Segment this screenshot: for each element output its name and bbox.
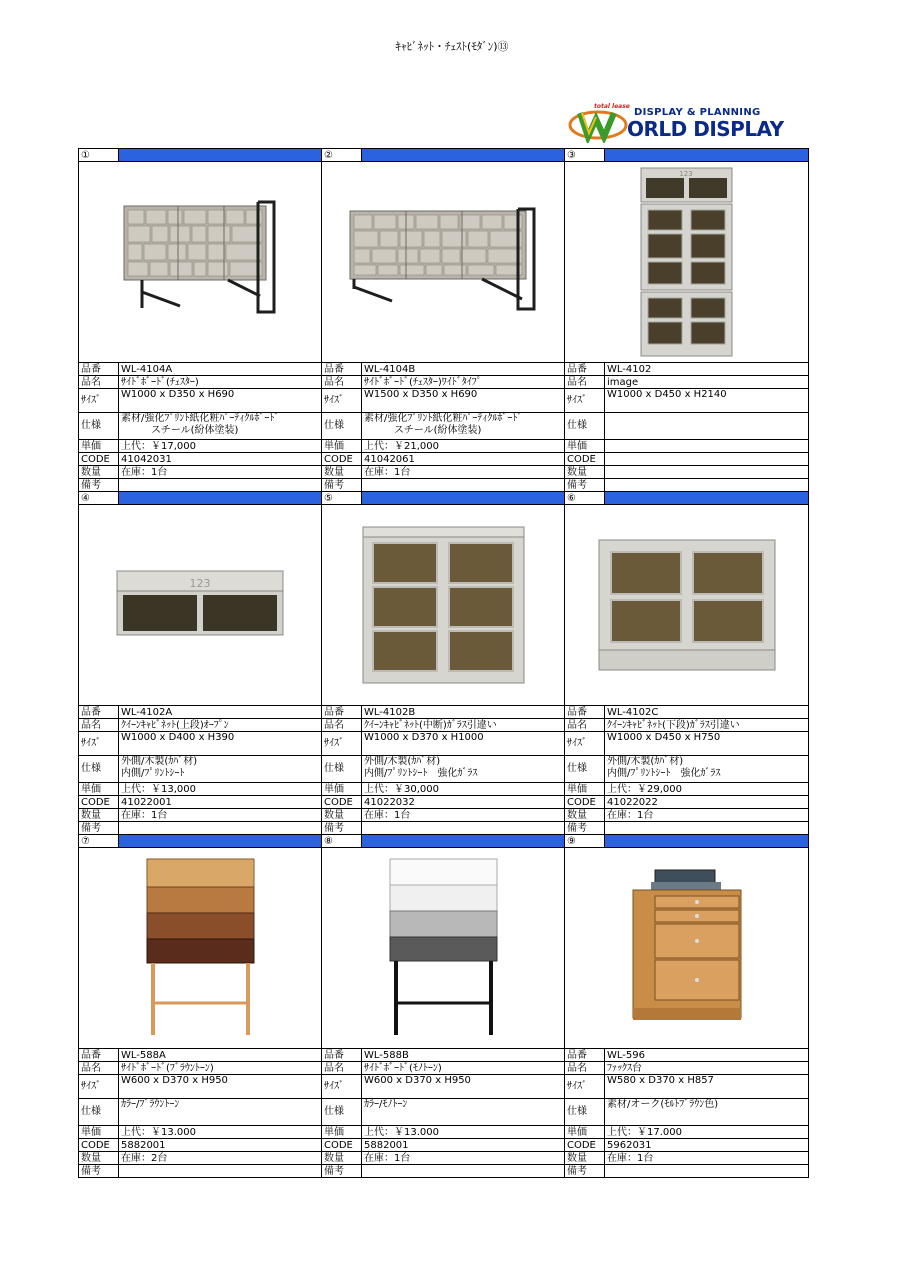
label: 単価 [79,1126,119,1139]
image-row [79,848,809,1049]
label: ｻｲｽﾞ [565,1075,605,1099]
label: CODE [565,453,605,466]
spec-line: ｶﾗｰ/ﾌﾞﾗｳﾝﾄｰﾝ [121,1099,180,1110]
product-image-cell [565,505,809,706]
spec-value [605,756,809,783]
item-number: ⑤ [322,492,362,505]
label: 仕様 [322,413,362,440]
spec-row [79,1099,809,1126]
label: 品名 [79,376,119,389]
spec-value [362,756,565,783]
chest-mono-tone-image [386,857,501,1039]
price-value: 上代：￥13.000 [119,1126,322,1139]
size-value: W1000 x D370 x H1000 [362,732,565,756]
product-catalog-table [78,148,809,1178]
note-value [362,479,565,492]
label: 単価 [79,440,119,453]
queen-cabinet-middle-image [361,525,526,685]
item-number: ⑦ [79,835,119,848]
product-image-cell [79,162,322,363]
price-row [79,783,809,796]
label: 品番 [565,706,605,719]
label: 単価 [79,783,119,796]
price-value: 上代：￥13.000 [362,1126,565,1139]
header-bar [119,492,322,505]
label: 単価 [565,1126,605,1139]
product-image-cell [565,162,809,363]
image-row [79,505,809,706]
spec-line: 外側/木製(ｶﾊﾞ材) [364,756,441,767]
label: 単価 [322,783,362,796]
code-row [79,453,809,466]
code-value: 41022022 [605,796,809,809]
product-image-cell [322,505,565,706]
size-value: W1000 x D400 x H390 [119,732,322,756]
queen-cabinet-lower-image [597,538,777,673]
header-bar [605,149,809,162]
label: CODE [565,796,605,809]
qty-value: 在庫：1台 [362,466,565,479]
label: 仕様 [565,413,605,440]
label: 品名 [322,719,362,732]
note-value [119,479,322,492]
spec-line: 内側/ﾌﾟﾘﾝﾄｼｰﾄ 強化ｶﾞﾗｽ [364,768,478,779]
hinmei-row [79,719,809,732]
product-image-cell [79,505,322,706]
note-row [79,479,809,492]
spec-value [362,413,565,440]
hinban-value: WL-588B [362,1049,565,1062]
label: ｻｲｽﾞ [322,389,362,413]
label: CODE [322,453,362,466]
hinban-value: WL-4102B [362,706,565,719]
label: 数量 [322,809,362,822]
spec-line: 外側/木製(ｶﾊﾞ材) [121,756,198,767]
code-row [79,796,809,809]
price-value: 上代：￥17.000 [605,1126,809,1139]
item-number: ⑧ [322,835,362,848]
label: ｻｲｽﾞ [322,732,362,756]
hinmei-value: image [605,376,809,389]
label: 品番 [79,363,119,376]
spec-value [605,413,809,440]
qty-row [79,809,809,822]
sideboard-chester-wide-image [346,205,541,320]
hinmei-value: ｻｲﾄﾞﾎﾞｰﾄﾞ(ﾓﾉﾄｰﾝ) [362,1062,565,1075]
code-value: 41042061 [362,453,565,466]
product-image-cell [79,848,322,1049]
label: 仕様 [322,756,362,783]
price-value [605,440,809,453]
label: 単価 [565,440,605,453]
hinban-value: WL-4104A [119,363,322,376]
note-value [605,1165,809,1178]
qty-value: 在庫：1台 [362,809,565,822]
note-value [119,822,322,835]
label: 品番 [79,1049,119,1062]
logo-small-text: total lease [594,103,630,110]
code-value [605,453,809,466]
label: 数量 [565,809,605,822]
label: 単価 [322,440,362,453]
spec-line: 素材/オーク(ﾓﾙﾄﾌﾞﾗｳﾝ色) [607,1099,719,1110]
hinban-row [79,706,809,719]
spec-line: 内側/ﾌﾟﾘﾝﾄｼｰﾄ [121,768,185,779]
label: 品名 [79,719,119,732]
fax-stand-image [627,868,747,1028]
label: 数量 [565,1152,605,1165]
note-value [605,822,809,835]
product-image-cell [322,848,565,1049]
label: ｻｲｽﾞ [565,732,605,756]
size-row [79,1075,809,1099]
hinmei-row [79,376,809,389]
hinmei-value: ｸｲｰﾝｷｬﾋﾞﾈｯﾄ(下段)ｶﾞﾗｽ引違い [605,719,809,732]
page-title: ｷｬﾋﾞﾈｯﾄ・ﾁｪｽﾄ(ﾓﾀﾞﾝ)⑬ [395,40,509,53]
hinban-value: WL-4102A [119,706,322,719]
label: 備考 [322,479,362,492]
label: 数量 [79,809,119,822]
label: 数量 [79,1152,119,1165]
code-value: 41022001 [119,796,322,809]
spec-line: スチール(紛体塗装) [364,425,482,436]
header-bar [605,492,809,505]
hinban-row [79,363,809,376]
label: 品番 [565,1049,605,1062]
hinmei-value: ｻｲﾄﾞﾎﾞｰﾄﾞ(ﾁｪｽﾀｰ)ﾜｲﾄﾞﾀｲﾌﾟ [362,376,565,389]
spec-line: スチール(紛体塗装) [121,425,239,436]
note-value [362,822,565,835]
label: ｻｲｽﾞ [79,389,119,413]
label: 数量 [565,466,605,479]
label: CODE [322,1139,362,1152]
label: ｻｲｽﾞ [79,1075,119,1099]
label: 単価 [565,783,605,796]
label: 品番 [565,363,605,376]
qty-row [79,466,809,479]
label: 備考 [565,1165,605,1178]
label: CODE [79,796,119,809]
size-row [79,732,809,756]
size-value: W600 x D370 x H950 [119,1075,322,1099]
price-row [79,440,809,453]
note-row [79,1165,809,1178]
label: 備考 [322,822,362,835]
spec-value [119,1099,322,1126]
code-value: 41042031 [119,453,322,466]
price-value: 上代：￥21,000 [362,440,565,453]
note-value [362,1165,565,1178]
header-row [79,835,809,848]
hinmei-row [79,1062,809,1075]
product-image-cell [565,848,809,1049]
logo-brand: ORLD DISPLAY [627,117,784,141]
world-display-logo [568,103,794,143]
code-value: 5882001 [362,1139,565,1152]
spec-row [79,413,809,440]
label: 仕様 [79,413,119,440]
price-value: 上代：￥29,000 [605,783,809,796]
qty-value: 在庫：1台 [362,1152,565,1165]
hinban-value: WL-4102C [605,706,809,719]
hinmei-value: ｻｲﾄﾞﾎﾞｰﾄﾞ(ﾌﾞﾗｳﾝﾄｰﾝ) [119,1062,322,1075]
code-row [79,1139,809,1152]
code-value: 5962031 [605,1139,809,1152]
hinmei-value: ﾌｧｯｸｽ台 [605,1062,809,1075]
item-number: ⑨ [565,835,605,848]
sideboard-chester-image [120,200,280,325]
qty-row [79,1152,809,1165]
label: 備考 [79,479,119,492]
item-number: ① [79,149,119,162]
item-number: ③ [565,149,605,162]
label: ｻｲｽﾞ [322,1075,362,1099]
spec-line: 外側/木製(ｶﾊﾞ材) [607,756,684,767]
item-number: ② [322,149,362,162]
size-value: W1000 x D450 x H2140 [605,389,809,413]
spec-value [119,756,322,783]
size-value: W1000 x D350 x H690 [119,389,322,413]
note-value [119,1165,322,1178]
label: 品番 [322,363,362,376]
size-value: W600 x D370 x H950 [362,1075,565,1099]
label: 品名 [565,719,605,732]
label: 品番 [322,1049,362,1062]
svg-text:123: 123 [189,577,211,590]
hinmei-value: ｸｲｰﾝｷｬﾋﾞﾈｯﾄ(中断)ｶﾞﾗｽ引違い [362,719,565,732]
chest-brown-tone-image [143,857,258,1039]
label: 品名 [565,376,605,389]
label: 品番 [322,706,362,719]
qty-value: 在庫：2台 [119,1152,322,1165]
size-row [79,389,809,413]
label: CODE [565,1139,605,1152]
label: CODE [322,796,362,809]
spec-value [119,413,322,440]
hinban-value: WL-4102 [605,363,809,376]
qty-value: 在庫：1台 [119,809,322,822]
size-value: W1500 x D350 x H690 [362,389,565,413]
item-number: ④ [79,492,119,505]
label: 仕様 [79,756,119,783]
label: 品名 [79,1062,119,1075]
hinban-value: WL-596 [605,1049,809,1062]
label: 仕様 [565,1099,605,1126]
size-value: W1000 x D450 x H750 [605,732,809,756]
label: 仕様 [79,1099,119,1126]
label: CODE [79,1139,119,1152]
label: ｻｲｽﾞ [79,732,119,756]
header-row [79,149,809,162]
label: 数量 [322,466,362,479]
queen-cabinet-upper-image [115,569,285,641]
label: ｻｲｽﾞ [565,389,605,413]
code-value: 5882001 [119,1139,322,1152]
spec-line: 内側/ﾌﾟﾘﾝﾄｼｰﾄ 強化ｶﾞﾗｽ [607,768,721,779]
header-bar [362,492,565,505]
header-row [79,492,809,505]
price-value: 上代：￥13,000 [119,783,322,796]
hinmei-value: ｸｲｰﾝｷｬﾋﾞﾈｯﾄ(上段)ｵｰﾌﾟﾝ [119,719,322,732]
product-image-cell [322,162,565,363]
header-bar [119,149,322,162]
hinban-value: WL-4104B [362,363,565,376]
price-value: 上代：￥17,000 [119,440,322,453]
code-value: 41022032 [362,796,565,809]
price-row [79,1126,809,1139]
hinban-row [79,1049,809,1062]
spec-row [79,756,809,783]
logo-tagline: DISPLAY & PLANNING [634,107,761,118]
header-bar [362,835,565,848]
label: 品名 [322,1062,362,1075]
label: 備考 [565,822,605,835]
label: 数量 [79,466,119,479]
label: 備考 [322,1165,362,1178]
spec-value [362,1099,565,1126]
size-value: W580 x D370 x H857 [605,1075,809,1099]
header-bar [605,835,809,848]
label: 備考 [79,1165,119,1178]
header-bar [362,149,565,162]
label: 備考 [565,479,605,492]
qty-value [605,466,809,479]
spec-line: ｶﾗｰ/ﾓﾉﾄｰﾝ [364,1099,408,1110]
spec-line: 素材/強化ﾌﾟﾘﾝﾄ紙化粧ﾊﾟｰﾃｨｸﾙﾎﾞｰﾄﾞ [121,413,280,424]
label: 品名 [565,1062,605,1075]
image-row [79,162,809,363]
item-number: ⑥ [565,492,605,505]
hinban-value: WL-588A [119,1049,322,1062]
qty-value: 在庫：1台 [605,809,809,822]
qty-value: 在庫：1台 [605,1152,809,1165]
queen-cabinet-full-image [639,166,734,358]
svg-text:123: 123 [679,170,693,178]
label: 仕様 [322,1099,362,1126]
note-row [79,822,809,835]
label: 品番 [79,706,119,719]
label: 仕様 [565,756,605,783]
label: 数量 [322,1152,362,1165]
price-value: 上代：￥30,000 [362,783,565,796]
note-value [605,479,809,492]
header-bar [119,835,322,848]
qty-value: 在庫：1台 [119,466,322,479]
label: 品名 [322,376,362,389]
hinmei-value: ｻｲﾄﾞﾎﾞｰﾄﾞ(ﾁｪｽﾀｰ) [119,376,322,389]
label: 備考 [79,822,119,835]
spec-line: 素材/強化ﾌﾟﾘﾝﾄ紙化粧ﾊﾟｰﾃｨｸﾙﾎﾞｰﾄﾞ [364,413,523,424]
label: 単価 [322,1126,362,1139]
spec-value [605,1099,809,1126]
label: CODE [79,453,119,466]
